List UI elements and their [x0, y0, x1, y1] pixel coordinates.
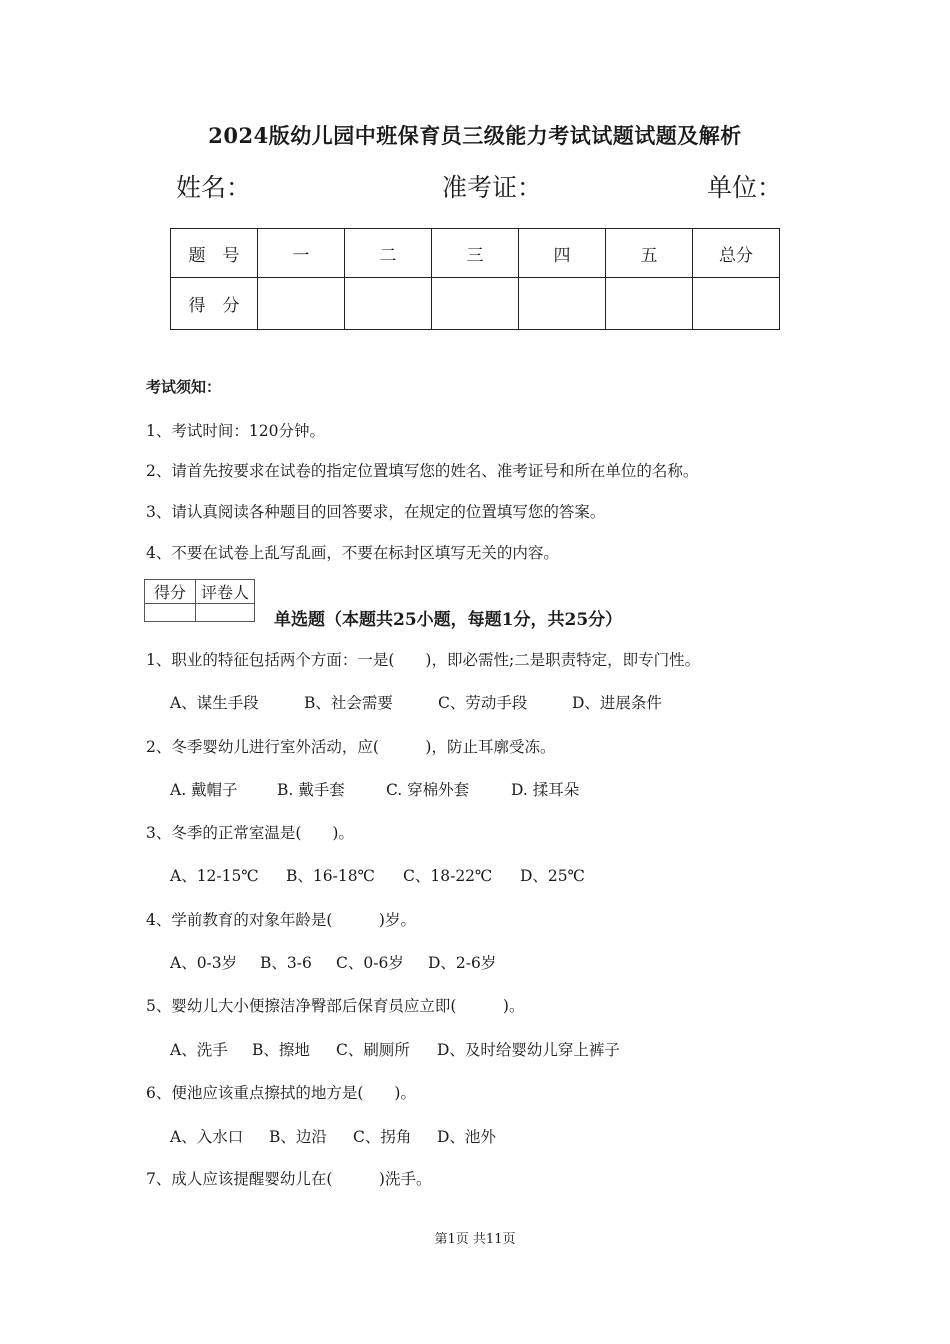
option: A、洗手 [170, 1041, 228, 1059]
section-title: 单选题（本题共25小题，每题1分，共25分） [274, 610, 623, 630]
unit-field-label: 单位： [706, 173, 782, 202]
score-table [170, 228, 780, 330]
score-table-header-row [171, 229, 780, 278]
option: D、及时给婴幼儿穿上裤子 [437, 1041, 620, 1059]
option: D、进展条件 [572, 694, 662, 712]
score-table-header-cell: 题 号 [171, 229, 258, 278]
score-cell[interactable] [606, 278, 693, 330]
grader-box-blank-row [145, 604, 255, 622]
score-table-header-cell: 二 [345, 229, 432, 278]
question-options [170, 951, 496, 973]
option: A、0-3岁 [170, 954, 238, 972]
exam-number-field-label: 准考证： [442, 173, 543, 202]
option: C. 穿棉外套 [386, 781, 470, 799]
notice-item: 4、不要在试卷上乱写乱画，不要在标封区填写无关的内容。 [146, 544, 559, 562]
document-title: 2024版幼儿园中班保育员三级能力考试试题试题及解析 [208, 123, 742, 148]
option: C、刷厕所 [336, 1041, 410, 1059]
score-cell[interactable] [432, 278, 519, 330]
score-row-label: 得 分 [171, 278, 258, 330]
score-table-header-cell: 四 [519, 229, 606, 278]
score-cell[interactable] [693, 278, 780, 330]
score-cell[interactable] [345, 278, 432, 330]
option: C、拐角 [353, 1128, 412, 1146]
option: B、16-18℃ [286, 867, 375, 885]
option: B、擦地 [252, 1041, 310, 1059]
score-table-header-cell: 三 [432, 229, 519, 278]
question-options [170, 778, 579, 800]
score-table-header-cell: 一 [258, 229, 345, 278]
score-cell[interactable] [519, 278, 606, 330]
grader-box [144, 579, 255, 622]
option: B、社会需要 [304, 694, 393, 712]
option: C、劳动手段 [438, 694, 528, 712]
notice-item: 3、请认真阅读各种题目的回答要求，在规定的位置填写您的答案。 [146, 503, 606, 521]
question-stem: 4、学前教育的对象年龄是( )岁。 [146, 911, 416, 929]
score-table-header-cell: 总分 [693, 229, 780, 278]
score-table-score-row [171, 278, 780, 330]
option: D. 揉耳朵 [511, 781, 580, 799]
option: C、0-6岁 [336, 954, 404, 972]
question-stem: 6、便池应该重点擦拭的地方是( )。 [146, 1084, 416, 1102]
notice-item: 2、请首先按要求在试卷的指定位置填写您的姓名、准考证号和所在单位的名称。 [146, 462, 699, 480]
option: D、2-6岁 [428, 954, 497, 972]
option: D、25℃ [520, 867, 585, 885]
grader-score-label: 得分 [145, 580, 196, 604]
question-options [170, 1125, 496, 1147]
question-stem: 3、冬季的正常室温是( )。 [146, 824, 354, 842]
question-options [170, 691, 662, 713]
grader-name-label: 评卷人 [196, 580, 255, 604]
option: A、12-15℃ [170, 867, 259, 885]
option: D、池外 [437, 1128, 496, 1146]
option: A、入水口 [170, 1128, 244, 1146]
question-stem: 5、婴幼儿大小便擦洁净臀部后保育员应立即( )。 [146, 997, 525, 1015]
grader-score-cell[interactable] [145, 604, 196, 622]
grader-box-header [145, 580, 255, 604]
candidate-info-fields [176, 168, 782, 204]
question-stem: 2、冬季婴幼儿进行室外活动，应( )，防止耳廓受冻。 [146, 738, 556, 756]
option: A. 戴帽子 [170, 781, 238, 799]
page-footer: 第1页 共11页 [434, 1232, 516, 1247]
option: B. 戴手套 [277, 781, 345, 799]
question-options [170, 1038, 620, 1060]
name-field-label: 姓名： [176, 173, 252, 202]
option: A、谋生手段 [170, 694, 259, 712]
option: B、3-6 [260, 954, 312, 972]
question-stem: 7、成人应该提醒婴幼儿在( )洗手。 [146, 1170, 432, 1188]
score-table-header-cell: 五 [606, 229, 693, 278]
grader-name-cell[interactable] [196, 604, 255, 622]
option: C、18-22℃ [403, 867, 493, 885]
score-cell[interactable] [258, 278, 345, 330]
option: B、边沿 [269, 1128, 327, 1146]
question-options [170, 864, 585, 886]
question-stem: 1、职业的特征包括两个方面：一是( )，即必需性;二是职责特定，即专门性。 [146, 651, 701, 669]
notice-item: 1、考试时间：120分钟。 [146, 422, 325, 440]
notice-heading: 考试须知： [146, 378, 222, 396]
